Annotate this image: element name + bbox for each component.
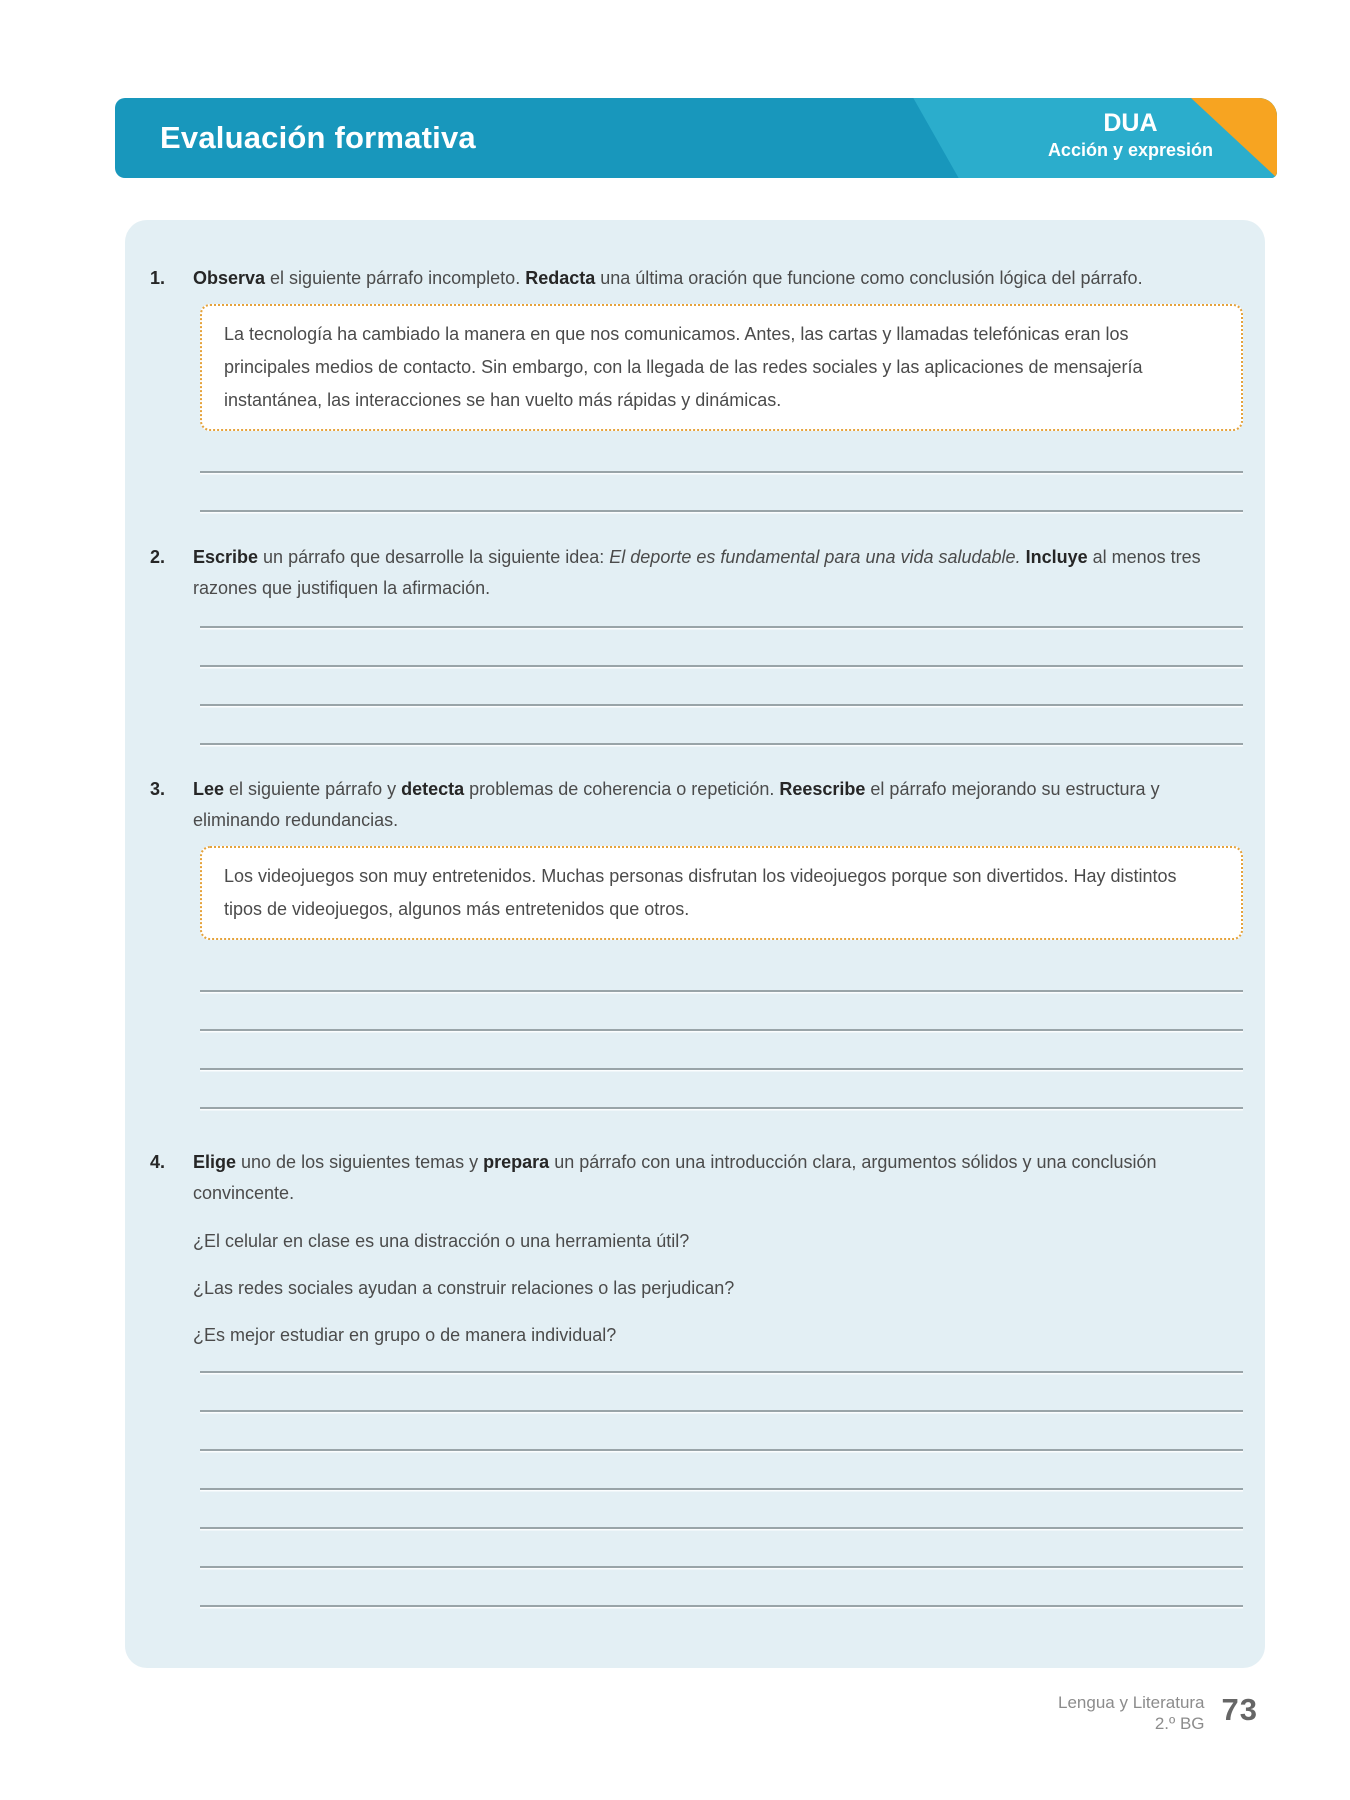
answer-line — [200, 1107, 1243, 1109]
dua-badge-title: DUA — [1103, 109, 1158, 137]
prompt-segment: el siguiente párrafo y — [224, 779, 402, 799]
prompt-segment: un párrafo con una introducción clara, argumentos sólidos y una conclusión convincente. — [193, 1152, 1157, 1203]
item-prompt — [193, 1147, 1243, 1209]
item-body — [193, 263, 1243, 512]
page-number: 73 — [1221, 1692, 1258, 1727]
question-option: ¿Las redes sociales ayudan a construir relaciones o las perjudican? — [193, 1278, 735, 1298]
prompt-segment: el siguiente párrafo incompleto. — [265, 268, 526, 288]
answer-line — [200, 1527, 1243, 1529]
question-option: ¿El celular en clase es una distracción o una herramienta útil? — [193, 1231, 690, 1251]
prompt-segment: Lee — [193, 779, 225, 799]
answer-line — [200, 1410, 1243, 1412]
answer-line — [200, 665, 1243, 667]
answer-line — [200, 471, 1243, 473]
prompt-segment: El deporte es fundamental para una vida saludable. — [609, 547, 1021, 567]
footer-subject: Lengua y Literatura — [1058, 1693, 1205, 1712]
dua-badge — [1048, 109, 1213, 160]
item-prompt — [193, 542, 1243, 604]
item-body — [193, 774, 1243, 1109]
page-footer — [1058, 1692, 1258, 1734]
answer-line — [200, 1029, 1243, 1031]
dua-badge-subtitle: Acción y expresión — [1047, 139, 1213, 160]
header-banner — [115, 98, 1277, 178]
prompt-segment: una última oración que funcione como conclusión lógica del párrafo. — [595, 268, 1143, 288]
answer-line — [200, 1449, 1243, 1451]
footer-grade: 2.º BG — [1154, 1714, 1205, 1733]
answer-line — [200, 990, 1243, 992]
prompt-segment: Observa — [193, 268, 266, 288]
question-option: ¿Es mejor estudiar en grupo o de manera individual? — [193, 1325, 617, 1345]
paragraph-box: Los videojuegos son muy entretenidos. Muchas personas disfrutan los videojuegos porque son divertidos. Hay distintos tipos de videojuegos, algunos más entretenidos que otros. — [200, 846, 1243, 940]
exercise-item — [150, 774, 1243, 1109]
item-body — [193, 542, 1243, 745]
item-number: 2. — [150, 547, 166, 567]
prompt-segment: prepara — [483, 1152, 550, 1172]
prompt-segment: Escribe — [193, 547, 259, 567]
prompt-segment: uno de los siguientes temas y — [236, 1152, 484, 1172]
prompt-segment: detecta — [401, 779, 465, 799]
answer-lines — [200, 626, 1243, 745]
answer-line — [200, 1566, 1243, 1568]
item-body — [193, 1147, 1243, 1607]
paragraph-box: La tecnología ha cambiado la manera en que nos comunicamos. Antes, las cartas y llamadas telefónicas eran los principales medios de contacto. Sin embargo, con la llegada de las redes sociales y las aplicaciones de mensajería instantánea, las interacciones se han vuelto más rápidas y dinámicas. — [200, 304, 1243, 431]
exercise-item — [150, 263, 1243, 512]
answer-line — [200, 743, 1243, 745]
prompt-segment: Reescribe — [779, 779, 866, 799]
answer-line — [200, 1371, 1243, 1373]
answer-lines — [200, 471, 1243, 512]
prompt-segment: un párrafo que desarrolle la siguiente idea: — [258, 547, 610, 567]
answer-lines — [200, 990, 1243, 1109]
item-number: 4. — [150, 1152, 166, 1172]
answer-line — [200, 1605, 1243, 1607]
exercises-panel — [125, 220, 1265, 1668]
item-number: 1. — [150, 268, 166, 288]
answer-line — [200, 626, 1243, 628]
prompt-segment: Redacta — [525, 268, 596, 288]
prompt-segment: Elige — [193, 1152, 237, 1172]
exercise-item — [150, 542, 1243, 745]
exercise-item — [150, 1147, 1243, 1607]
footer-subject-grade — [1058, 1692, 1205, 1734]
item-prompt — [193, 774, 1243, 836]
page-title: Evaluación formativa — [160, 120, 476, 155]
answer-lines — [200, 1371, 1243, 1607]
prompt-segment: el párrafo mejorando su estructura y eliminando redundancias. — [193, 779, 1160, 830]
prompt-segment: al menos tres razones que justifiquen la afirmación. — [193, 547, 1201, 598]
prompt-segment: problemas de coherencia o repetición. — [464, 779, 780, 799]
answer-line — [200, 704, 1243, 706]
item-prompt — [193, 263, 1243, 294]
answer-line — [200, 510, 1243, 512]
items-list — [150, 263, 1243, 1607]
answer-line — [200, 1068, 1243, 1070]
item-number: 3. — [150, 779, 166, 799]
prompt-segment: Incluye — [1025, 547, 1088, 567]
answer-line — [200, 1488, 1243, 1490]
